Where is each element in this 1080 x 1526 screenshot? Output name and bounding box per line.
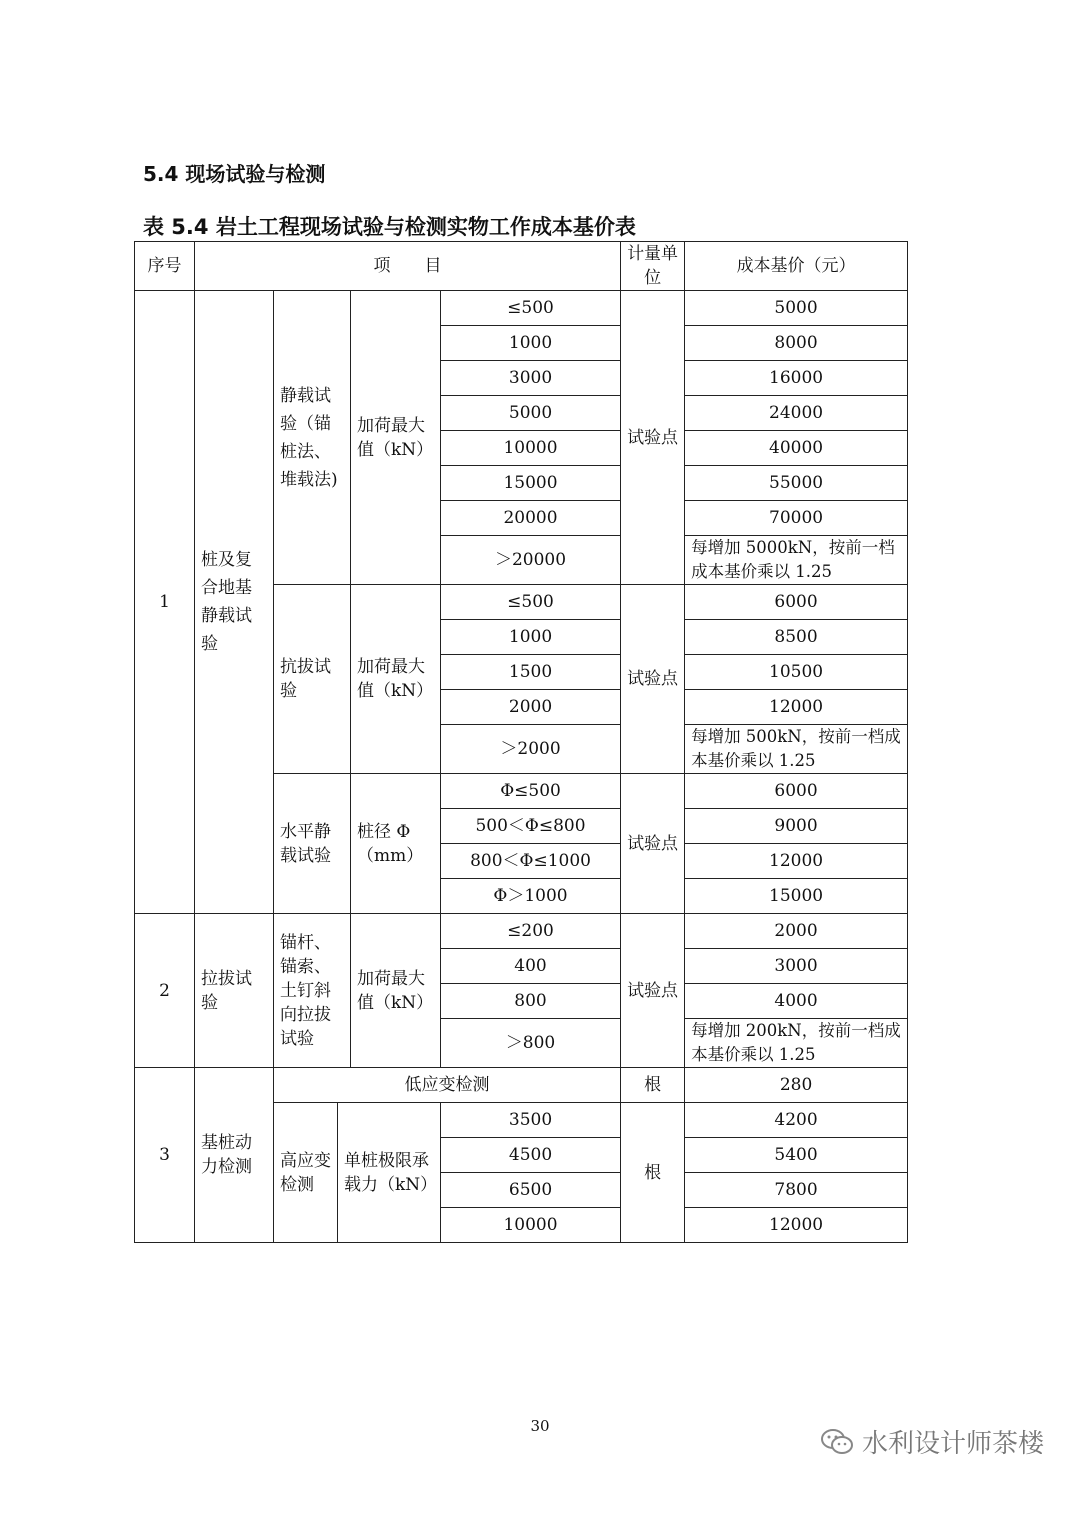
value-cell: 1500 [441, 655, 621, 690]
value-cell: 20000 [441, 501, 621, 536]
price-cell: 8500 [685, 620, 908, 655]
value-cell: ＞20000 [441, 536, 621, 585]
price-note: 每增加 5000kN，按前一档成本基价乘以 1.25 [685, 536, 908, 585]
unit-cell: 试验点 [621, 774, 685, 914]
unit-cell: 试验点 [621, 914, 685, 1068]
group-seq: 1 [135, 291, 195, 914]
param-label: 加荷最大值（kN） [351, 291, 441, 585]
price-cell: 6000 [685, 585, 908, 620]
header-unit: 计量单位 [621, 242, 685, 291]
group-name: 桩及复合地基静载试验 [195, 291, 274, 914]
header-row [135, 242, 908, 291]
price-cell: 3000 [685, 949, 908, 984]
low-strain-label: 低应变检测 [274, 1068, 621, 1103]
page-number: 30 [530, 1417, 550, 1435]
price-cell: 70000 [685, 501, 908, 536]
value-cell: 400 [441, 949, 621, 984]
price-cell: 15000 [685, 879, 908, 914]
subgroup-name: 锚杆、锚索、土钉斜向拉拔试验 [274, 914, 351, 1068]
value-cell: 1000 [441, 620, 621, 655]
price-note: 每增加 200kN，按前一档成本基价乘以 1.25 [685, 1019, 908, 1068]
price-cell: 5000 [685, 291, 908, 326]
price-cell: 10500 [685, 655, 908, 690]
value-cell: 10000 [441, 431, 621, 466]
price-cell: 24000 [685, 396, 908, 431]
price-cell: 2000 [685, 914, 908, 949]
header-item: 项 目 [195, 242, 621, 291]
wechat-icon [820, 1427, 854, 1457]
value-cell: 5000 [441, 396, 621, 431]
price-cell: 55000 [685, 466, 908, 501]
table-row [135, 291, 908, 326]
price-cell: 5400 [685, 1138, 908, 1173]
price-cell: 6000 [685, 774, 908, 809]
value-cell: 4500 [441, 1138, 621, 1173]
value-cell: 15000 [441, 466, 621, 501]
param-label: 桩径 Φ（mm） [351, 774, 441, 914]
price-note: 每增加 500kN，按前一档成本基价乘以 1.25 [685, 725, 908, 774]
value-cell: 800＜Φ≤1000 [441, 844, 621, 879]
group-name: 拉拔试验 [195, 914, 274, 1068]
value-cell: ＞2000 [441, 725, 621, 774]
table-row [135, 914, 908, 949]
cost-table [134, 241, 908, 1243]
value-cell: ≤500 [441, 585, 621, 620]
unit-cell: 根 [621, 1103, 685, 1243]
table-row [135, 1068, 908, 1103]
price-cell: 40000 [685, 431, 908, 466]
unit-cell: 试验点 [621, 585, 685, 774]
price-cell: 8000 [685, 326, 908, 361]
value-cell: ≤200 [441, 914, 621, 949]
param-label: 单桩极限承载力（kN） [338, 1103, 441, 1243]
price-cell: 4000 [685, 984, 908, 1019]
param-label: 加荷最大值（kN） [351, 585, 441, 774]
unit-cell: 试验点 [621, 291, 685, 585]
param-label: 加荷最大值（kN） [351, 914, 441, 1068]
price-cell: 7800 [685, 1173, 908, 1208]
value-cell: 10000 [441, 1208, 621, 1243]
value-cell: ≤500 [441, 291, 621, 326]
table-title: 表 5.4 岩土工程现场试验与检测实物工作成本基价表 [143, 215, 636, 239]
section-title: 5.4 现场试验与检测 [143, 162, 326, 186]
value-cell: 6500 [441, 1173, 621, 1208]
watermark-text: 水利设计师茶楼 [861, 1429, 1044, 1459]
value-cell: ＞800 [441, 1019, 621, 1068]
header-seq: 序号 [135, 242, 195, 291]
price-cell: 12000 [685, 844, 908, 879]
price-cell: 12000 [685, 690, 908, 725]
value-cell: 2000 [441, 690, 621, 725]
price-cell: 16000 [685, 361, 908, 396]
price-cell: 12000 [685, 1208, 908, 1243]
price-cell: 280 [685, 1068, 908, 1103]
value-cell: Φ≤500 [441, 774, 621, 809]
unit-cell: 根 [621, 1068, 685, 1103]
value-cell: 3500 [441, 1103, 621, 1138]
watermark [820, 1423, 1044, 1460]
subgroup-name: 水平静载试验 [274, 774, 351, 914]
subgroup-name: 静载试验（锚桩法、堆载法) [274, 291, 351, 585]
price-cell: 4200 [685, 1103, 908, 1138]
price-cell: 9000 [685, 809, 908, 844]
value-cell: 500＜Φ≤800 [441, 809, 621, 844]
subgroup-name: 抗拔试验 [274, 585, 351, 774]
group-name: 基桩动力检测 [195, 1068, 274, 1243]
value-cell: 1000 [441, 326, 621, 361]
group-seq: 3 [135, 1068, 195, 1243]
header-price: 成本基价（元） [685, 242, 908, 291]
group-seq: 2 [135, 914, 195, 1068]
subgroup-name: 高应变检测 [274, 1103, 338, 1243]
value-cell: Φ＞1000 [441, 879, 621, 914]
value-cell: 3000 [441, 361, 621, 396]
value-cell: 800 [441, 984, 621, 1019]
